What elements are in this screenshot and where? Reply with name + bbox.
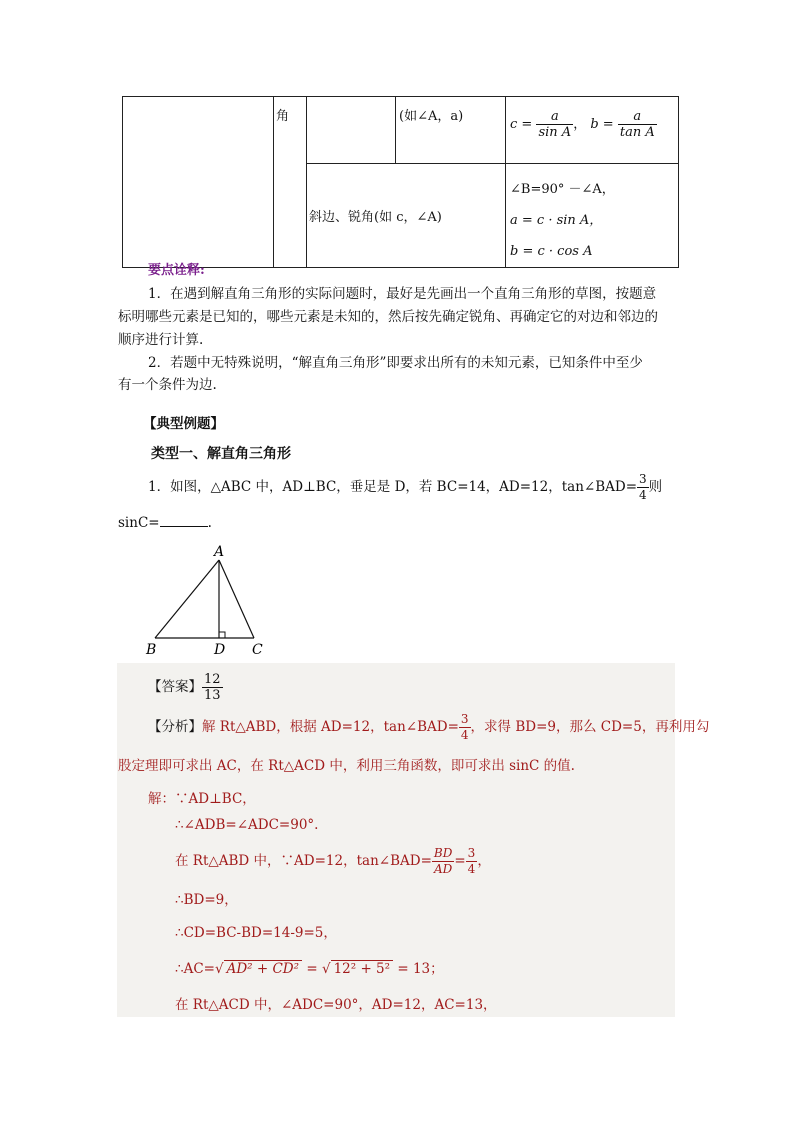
problem-statement: 1．如图，△ABC 中，AD⊥BC，垂足是 D，若 BC=14，AD=12，tan∠BAD= $\frac{3}{4}$ 则 (148, 472, 663, 502)
keypoint-1-line2: 标明哪些元素是已知的，哪些元素是未知的，然后按先确定锐角、再确定它的对边和邻边的 (118, 309, 658, 325)
solution-step-3: 在 Rt△ABD 中，∵AD=12，tan∠BAD= $\frac{BD}{AD}$ = $\frac{3}{4}$ ， (175, 846, 491, 876)
solution-step-5: ∴CD=BC-BD=14-9=5， (175, 925, 337, 941)
table-cell-empty (123, 97, 274, 268)
fraction-a-over-tanA: $\frac{a}{\text{tan A}}$ (619, 109, 655, 140)
label-D: D (214, 642, 226, 658)
table-cell-given-c: 斜边、锐角(如 c，∠A) (307, 164, 506, 268)
table-cell-c-b-formulas: c = $\frac{a}{\text{sin A}}$ ， b = $\frac{a}{\text{tan A}}$ (506, 97, 679, 164)
keypoint-1-line3: 顺序进行计算. (118, 332, 204, 348)
solving-table (122, 96, 679, 268)
answer-fraction: $\frac{12}{13}$ (204, 672, 221, 703)
answer-blank (160, 514, 208, 527)
keypoint-1-line1: 1．在遇到解直角三角形的实际问题时，最好是先画出一个直角三角形的草图，按题意 (148, 286, 657, 302)
keypoints-title: 要点诠释: (148, 263, 205, 278)
solution-step-4: ∴BD=9， (175, 892, 238, 908)
table-cell-c-formulas: ∠B=90° －∠A， a = c · sin A， b = c · cos A (506, 164, 679, 268)
analysis-line2: 股定理即可求出 AC，在 Rt△ACD 中，利用三角函数，即可求出 sinC 的值. (118, 758, 575, 774)
table-cell-empty-2 (307, 97, 396, 164)
table-cell-given-a: (如∠A，a) (396, 97, 506, 164)
problem-line2: sinC= . (118, 515, 212, 531)
fraction-3-4: $\frac{3}{4}$ (639, 472, 647, 502)
right-angle-mark (219, 632, 225, 638)
section-title: 【典型例题】 (143, 416, 224, 432)
solution-step-6: ∴AC=√ AD² + CD² = √ 12² + 5² = 13； (175, 961, 444, 977)
table-cell-angle-label: 角 (274, 97, 307, 268)
label-B: B (146, 642, 157, 658)
analysis-fraction: $\frac{3}{4}$ (460, 712, 469, 742)
side-AC (219, 560, 254, 638)
fraction-3-4-sol: $\frac{3}{4}$ (467, 846, 476, 876)
solution-step-1: 解：∵AD⊥BC， (148, 791, 256, 807)
side-AB (155, 560, 219, 638)
fraction-BD-AD: $\frac{BD}{AD}$ (433, 846, 453, 876)
analysis-line1: 【分析】解 Rt△ABD，根据 AD=12，tan∠BAD= $\frac{3}{4}$ ，求得 BD=9，那么 CD=5，再利用勾 (148, 712, 710, 742)
solution-step-2: ∴∠ADB=∠ADC=90°. (175, 817, 319, 833)
fraction-a-over-sinA: $\frac{a}{\text{sin A}}$ (538, 109, 572, 140)
solution-step-7: 在 Rt△ACD 中，∠ADC=90°，AD=12，AC=13， (175, 997, 497, 1013)
type-heading: 类型一、解直角三角形 (151, 446, 291, 462)
keypoint-2-line1: 2．若题中无特殊说明，“解直角三角形”即要求出所有的未知元素，已知条件中至少 (148, 355, 643, 371)
keypoint-2-line2: 有一个条件为边. (118, 377, 217, 393)
answer-line: 【答案】 $\frac{12}{13}$ (148, 672, 221, 703)
label-A: A (214, 544, 225, 560)
triangle-figure (140, 540, 275, 660)
label-C: C (252, 642, 263, 658)
